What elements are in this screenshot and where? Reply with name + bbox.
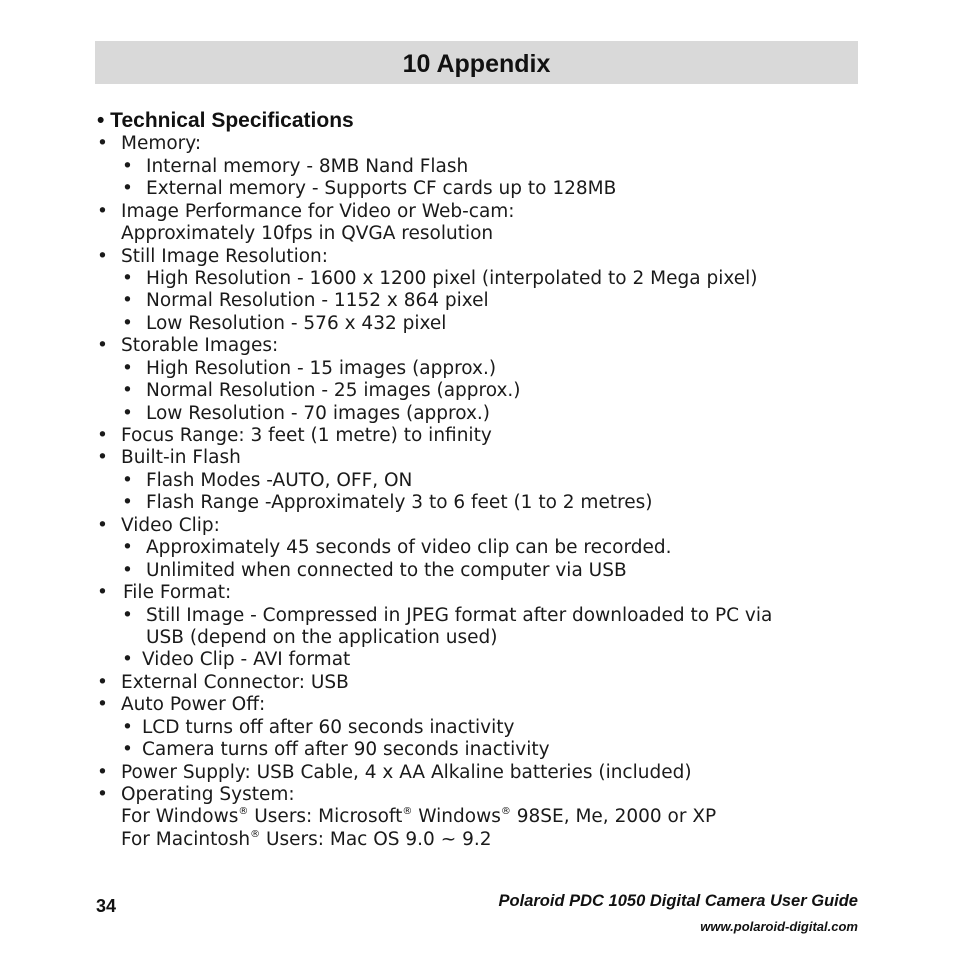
bullet-icon: • (122, 403, 133, 424)
bullet-icon: • (97, 246, 108, 267)
spec-value: Unlimited when connected to the computer via USB (146, 560, 627, 581)
spec-value: Normal Resolution - 1152 x 864 pixel (146, 290, 489, 311)
bullet-icon: • (122, 380, 133, 401)
spec-value: Low Resolution - 70 images (approx.) (146, 403, 491, 424)
bullet-icon: • (97, 672, 108, 693)
spec-value: USB (depend on the application used) (146, 627, 498, 648)
bullet-icon: • (122, 290, 133, 311)
os-text: For Macintosh (121, 829, 251, 850)
guide-title: Polaroid PDC 1050 Digital Camera User Guide (498, 892, 858, 910)
os-windows-line (121, 806, 716, 828)
bullet-icon: • (122, 717, 133, 738)
bullet-icon: • (97, 335, 108, 356)
spec-label: Built-in Flash (121, 447, 241, 468)
os-text: Windows (412, 806, 501, 827)
registered-mark: ® (238, 806, 249, 817)
spec-label: Memory: (121, 133, 202, 154)
spec-label: Focus Range: 3 feet (1 metre) to infinity (121, 425, 492, 446)
spec-label: Auto Power Off: (121, 694, 266, 715)
spec-value: High Resolution - 15 images (approx.) (146, 358, 497, 379)
bullet-icon: • (97, 425, 108, 446)
bullet-icon: • (97, 515, 108, 536)
bullet-icon: • (97, 784, 108, 805)
section-heading: • Technical Specifications (97, 109, 354, 132)
bullet-icon: • (97, 201, 108, 222)
spec-value: LCD turns off after 60 seconds inactivity (142, 717, 515, 738)
bullet-icon: • (122, 649, 133, 670)
bullet-icon: • (97, 447, 108, 468)
registered-mark: ® (500, 806, 511, 817)
spec-label: External Connector: USB (121, 672, 349, 693)
bullet-icon: • (122, 537, 133, 558)
bullet-icon: • (122, 156, 133, 177)
spec-label: Power Supply: USB Cable, 4 x AA Alkaline batteries (included) (121, 762, 692, 783)
spec-value: Flash Modes -AUTO, OFF, ON (146, 470, 413, 491)
page-number: 34 (96, 896, 117, 916)
bullet-icon: • (122, 313, 133, 334)
section-title-bar (95, 41, 858, 84)
bullet-icon: • (122, 605, 133, 626)
bullet-icon: • (97, 582, 108, 603)
spec-value: Approximately 10fps in QVGA resolution (121, 223, 494, 244)
bullet-icon: • (122, 560, 133, 581)
registered-mark: ® (402, 806, 413, 817)
bullet-icon: • (122, 492, 133, 513)
spec-value: Video Clip - AVI format (142, 649, 351, 670)
os-text: For Windows (121, 806, 239, 827)
spec-label: File Format: (123, 582, 232, 603)
spec-label: Storable Images: (121, 335, 279, 356)
spec-value: Approximately 45 seconds of video clip can be recorded. (146, 537, 672, 558)
page-title: 10 Appendix (402, 50, 551, 78)
bullet-icon: • (122, 358, 133, 379)
os-text: Users: Mac OS 9.0 ~ 9.2 (260, 829, 492, 850)
bullet-icon: • (122, 178, 133, 199)
spec-value: High Resolution - 1600 x 1200 pixel (interpolated to 2 Mega pixel) (146, 268, 758, 289)
spec-label: Still Image Resolution: (121, 246, 329, 267)
registered-mark: ® (250, 829, 261, 840)
spec-label: Video Clip: (121, 515, 220, 536)
bullet-icon: • (97, 694, 108, 715)
bullet-icon: • (122, 470, 133, 491)
os-text: 98SE, Me, 2000 or XP (510, 806, 717, 827)
bullet-icon: • (122, 268, 133, 289)
spec-value: Low Resolution - 576 x 432 pixel (146, 313, 447, 334)
spec-value: Normal Resolution - 25 images (approx.) (146, 380, 521, 401)
spec-value: External memory - Supports CF cards up to 128MB (146, 178, 617, 199)
bullet-icon: • (122, 739, 133, 760)
spec-value: Flash Range -Approximately 3 to 6 feet (1 to 2 metres) (146, 492, 653, 513)
spec-value: Camera turns off after 90 seconds inactivity (142, 739, 550, 760)
spec-label: Operating System: (121, 784, 295, 805)
spec-value: Still Image - Compressed in JPEG format after downloaded to PC via (146, 605, 773, 626)
os-text: Users: Microsoft (248, 806, 403, 827)
os-mac-line (121, 829, 492, 851)
spec-label: Image Performance for Video or Web-cam: (121, 201, 515, 222)
bullet-icon: • (97, 762, 108, 783)
bullet-icon: • (97, 133, 108, 154)
spec-value: Internal memory - 8MB Nand Flash (146, 156, 469, 177)
website-url: www.polaroid-digital.com (700, 919, 858, 934)
